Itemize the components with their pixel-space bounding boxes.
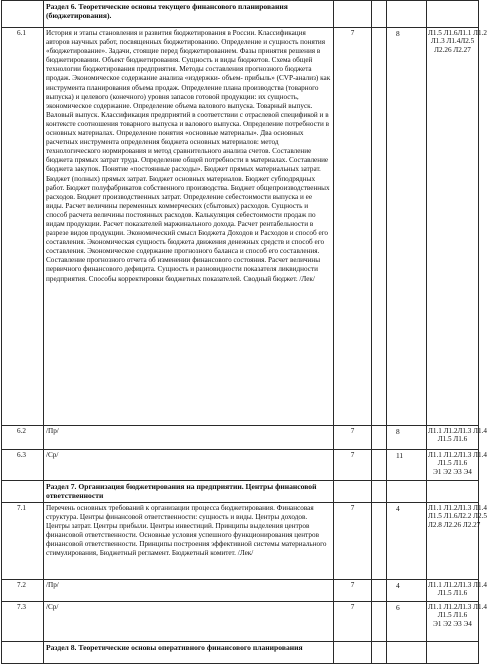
reference-line: Л1.1 Л1.2Л1.3 Л1.4	[428, 427, 487, 435]
empty-cell	[427, 481, 479, 503]
empty-cell	[387, 642, 427, 664]
reference-line: Л1.5 Л1.6	[437, 435, 468, 444]
section-title: Раздел 6. Теоретические основы текущего финансового планирования (бюджетирования).	[44, 1, 334, 28]
semester-cell: 7	[334, 426, 372, 450]
empty-cell	[427, 642, 479, 664]
semester-cell: 7	[334, 602, 372, 642]
topic-description: /Ср/	[44, 602, 334, 642]
topic-row	[2, 450, 479, 481]
literature-references	[427, 28, 487, 426]
empty-cell	[372, 28, 387, 426]
topic-row	[2, 580, 479, 602]
empty-cell	[387, 481, 427, 503]
empty-cell	[372, 426, 387, 450]
row-number: 6.2	[2, 426, 44, 450]
section-row	[2, 481, 479, 503]
literature-references	[427, 580, 487, 602]
empty-cell	[334, 481, 372, 503]
reference-line: Л1.1 Л1.2Л1.3 Л1.4	[428, 451, 487, 459]
empty-cell	[372, 642, 387, 664]
hours-cell: 4	[387, 580, 427, 602]
empty-cell	[372, 503, 387, 580]
empty-cell	[334, 1, 372, 28]
topic-description: Перечень основных требований к организации процесса бюджетирования. Финансовая структура. Центры финансовой ответственности: сущность и виды. Центры доходов. Центры затрат. Центры прибыли. Центры инвестиций. Принципы выделения центров финансовой ответственности. Основные условия успешного функционирования центров финансовой ответственности. Принципы построения эффективной системы материального стимулирования, Бюджетный регламент. Бюджетный комитет. /Лек/	[44, 503, 334, 580]
curriculum-table-body	[2, 1, 487, 664]
empty-cell	[372, 450, 387, 481]
topic-description: /Пр/	[44, 426, 334, 450]
reference-line: Э1 Э2 Э3 Э4	[433, 619, 472, 628]
hours-cell: 4	[387, 503, 427, 580]
reference-line: Э1 Э2 Э3 Э4	[433, 467, 472, 476]
reference-line: Л1.5 Л1.6	[437, 589, 468, 598]
topic-description: История и этапы становления и развития бюджетирования в России. Классификация авторов научных работ, посвященных бюджетированию. Определение и сущность понятия «бюджетирование». Задачи, стоящие перед бюджетированием. Фазы принятия решения в бюджетировании. Объект бюджетирования. Сущность и виды бюджетов. Схема общей технологии бюджетирования предприятия. Методы составления прогнозного бюджета продаж. Экономическое содержание анализа «издержки- объем- прибыль» (CVP-анализ) как инструмента планирования объема продаж. Определение плана производства (товарного выпуска) и целевого (конечного) уровня запасов готовой продукции: их сущность, экономическое содержание. Определение объема валового выпуска. Товарный выпуск. Валовый выпуск. Классификация предприятий в соответствии с отраслевой спецификой и в контексте соотношения товарного выпуска и валового выпуска. Определение потребности в основных материалах. Определение понятия «основные материалы». Два основных расчетных инструмента определения бюджета основных материалов: метод технологического нормирования и метод сравнительного анализа счетов. Составление бюджета прямых затрат труда. Определение общей потребности в материалах. Составление бюджета закупок. Понятие «постоянные расходы». Бюджет прямых материальных затрат. Бюджет (полных) прямых затрат. Бюджет основных материалов. Бюджет субподрядных работ. Бюджет полуфабрикатов собственного производства. Бюджет общепроизводственных расходов. Бюджет производственных затрат. Определение себестоимости выпуска и ее виды. Расчет величины переменных коммерческих (сбытовых) расходов. Сущность и способ расчета величины постоянных расходов. Калькуляция себестоимости продаж по видам продукции. Расчет показателей маржинального дохода. Расчет рентабельности в разрезе видов продукции. Экономический смысл Бюджета Доходов и Расходов и способ его составления. Экономическая сущность бюджета движения денежных средств и способ его составления. Экономическое содержание прогнозного баланса и способ его составления. Составление прогнозного отчета об изменении финансового состояния. Расчет величины первичного финансового дефицита. Сущность и разновидности показателя ликвидности предприятия. Способы корректировки бюджетных показателей. Сводный бюджет. /Лек/	[44, 28, 334, 426]
semester-cell: 7	[334, 450, 372, 481]
hours-cell: 6	[387, 602, 427, 642]
empty-cell	[372, 580, 387, 602]
empty-cell	[372, 602, 387, 642]
literature-references	[427, 503, 487, 580]
reference-line: Л1.5 Л1.6Л2.2 Л2.5	[428, 512, 487, 521]
empty-cell	[334, 642, 372, 664]
section-row	[2, 1, 479, 28]
section-title: Раздел 8. Теоретические основы оперативного финансового планирования	[44, 642, 334, 664]
hours-cell: 11	[387, 450, 427, 481]
row-number: 6.1	[2, 28, 44, 426]
literature-references	[427, 426, 487, 450]
semester-cell: 7	[334, 28, 372, 426]
row-number: 6.3	[2, 450, 44, 481]
empty-cell	[387, 1, 427, 28]
hours-cell: 8	[387, 426, 427, 450]
section-row	[2, 642, 479, 664]
topic-description: /Пр/	[44, 580, 334, 602]
empty-cell	[372, 481, 387, 503]
reference-line: Л1.1 Л1.2Л1.3 Л1.4	[428, 504, 487, 512]
semester-cell: 7	[334, 503, 372, 580]
reference-line: Л1.1 Л1.2Л1.3 Л1.4	[428, 603, 487, 611]
hours-cell: 8	[387, 28, 427, 426]
reference-line: Л1.5 Л1.6	[437, 459, 468, 468]
row-number-cell	[2, 481, 44, 503]
semester-cell: 7	[334, 580, 372, 602]
row-number: 7.1	[2, 503, 44, 580]
reference-line: Л1.3 Л1.4Л2.5	[430, 37, 475, 46]
topic-description: /Ср/	[44, 450, 334, 481]
reference-line: Л1.5 Л1.6Л1.1 Л1.2	[428, 29, 487, 37]
reference-line: Л2.8 Л2.26 Л2.27	[428, 520, 481, 529]
reference-line: Л1.5 Л1.6	[437, 611, 468, 620]
topic-row	[2, 426, 479, 450]
topic-row	[2, 503, 479, 580]
empty-cell	[427, 1, 479, 28]
literature-references	[427, 602, 487, 642]
row-number: 7.3	[2, 602, 44, 642]
curriculum-table	[1, 0, 487, 664]
topic-row	[2, 602, 479, 642]
literature-references	[427, 450, 487, 481]
topic-row	[2, 28, 479, 426]
row-number-cell	[2, 1, 44, 28]
empty-cell	[372, 1, 387, 28]
reference-line: Л1.1 Л1.2Л1.3 Л1.4	[428, 581, 487, 589]
row-number-cell	[2, 642, 44, 664]
section-title: Раздел 7. Организация бюджетирования на предприятии. Центры финансовой ответственности	[44, 481, 334, 503]
row-number: 7.2	[2, 580, 44, 602]
reference-line: Л2.26 Л2.27	[434, 45, 471, 54]
